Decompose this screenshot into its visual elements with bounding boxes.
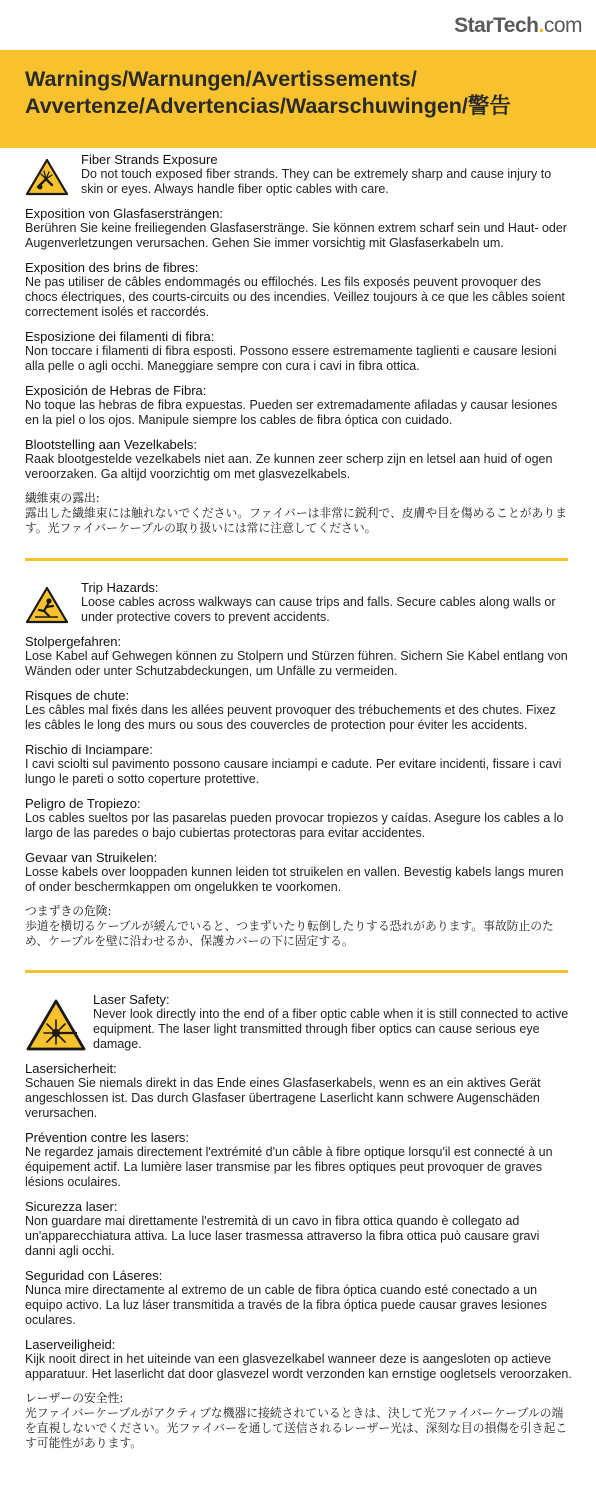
fiber-strands-dutch-entry <box>25 437 573 482</box>
entry-title: Seguridad con Láseres: <box>25 1268 163 1283</box>
entry-body: Never look directly into the end of a fiber optic cable when it is still connected to active equipment. The laser light transmitted through fiber optics can cause serious eye damage. <box>93 1007 569 1051</box>
entry-title: Fiber Strands Exposure <box>81 152 218 167</box>
banner-title-line-1: Warnings/Warnungen/Avertissements/ <box>25 67 417 91</box>
entry-title: Blootstelling aan Vezelkabels: <box>25 437 198 452</box>
entry-title: Laser Safety: <box>93 992 170 1007</box>
laser-safety-german-entry <box>25 1061 573 1121</box>
trip-hazards-french-entry <box>25 688 573 733</box>
entry-title: Risques de chute: <box>25 688 130 703</box>
trip-hazards-section <box>25 580 573 958</box>
entry-body: Los cables sueltos por las pasarelas pueden provocar tropiezos y caídas. Asegure los cables a lo largo de las paredes o bajo cubiertas protectoras para evitar accidentes. <box>25 811 564 840</box>
entry-body: Lose Kabel auf Gehwegen können zu Stolpern und Stürzen führen. Sichern Sie Kabel entlang von Wänden oder unter Schutzabdeckungen, um Unfälle zu vermeiden. <box>25 649 568 678</box>
laser-safety-section <box>25 992 573 1460</box>
fiber-strands-french-entry <box>25 260 573 320</box>
entry-title: Gevaar van Struikelen: <box>25 850 158 865</box>
fiber-strands-english-entry <box>25 152 573 197</box>
trip-hazards-english-entry <box>25 580 573 625</box>
entry-title: つまずきの危険: <box>25 904 112 918</box>
laser-safety-italian-entry <box>25 1199 573 1259</box>
entry-body: Non toccare i filamenti di fibra esposti. Possono essere estremamente taglienti e causare lesioni alla pelle o agli occhi. Maneggiare sempre con cura i cavi in fibra ottica. <box>25 344 557 373</box>
entry-title: Stolpergefahren: <box>25 634 122 649</box>
entry-title: Trip Hazards: <box>81 580 159 595</box>
entry-body: Les câbles mal fixés dans les allées peuvent provoquer des trébuchements et des chutes. Fixez les câbles le long des murs ou sous des couvercles de protection pour éviter les accidents. <box>25 703 556 732</box>
section-divider <box>25 970 568 973</box>
section-divider <box>25 558 568 561</box>
laser-safety-japanese-entry <box>25 1391 573 1451</box>
entry-body: 光ファイバーケーブルがアクティブな機器に接続されているときは、決して光ファイバーケーブルの端を直視しないでください。光ファイバーを通して送信されるレーザー光は、深刻な目の損傷を引き起こす可能性があります。 <box>25 1406 568 1450</box>
entry-title: Lasersicherheit: <box>25 1061 117 1076</box>
entry-body: I cavi sciolti sul pavimento possono causare inciampi e cadute. Per evitare incidenti, fissare i cavi lungo le pareti o sotto coperture protettive. <box>25 757 562 786</box>
trip-hazards-spanish-entry <box>25 796 573 841</box>
entry-title: Sicurezza laser: <box>25 1199 118 1214</box>
banner-title-line-2: Avvertenze/Advertencias/Waarschuwingen/警告 <box>25 94 511 118</box>
logo-tld-text: com <box>543 14 582 37</box>
fiber-strands-italian-entry <box>25 329 573 374</box>
entry-title: Exposition von Glasfasersträngen: <box>25 206 223 221</box>
entry-title: Prévention contre les lasers: <box>25 1130 190 1145</box>
entry-title: Laserveiligheid: <box>25 1337 116 1352</box>
entry-title: Exposición de Hebras de Fibra: <box>25 383 207 398</box>
entry-title: 繊維束の露出: <box>25 491 100 505</box>
trip-hazard-warning-icon <box>25 586 69 629</box>
fiber-strands-german-entry <box>25 206 573 251</box>
entry-title: Rischio di Inciampare: <box>25 742 153 757</box>
laser-safety-french-entry <box>25 1130 573 1190</box>
entry-body: Raak blootgestelde vezelkabels niet aan. Ze kunnen zeer scherp zijn en letsel aan huid of ogen veroorzaken. Ga altijd voorzichtig om met glasvezelkabels. <box>25 452 553 481</box>
entry-body: Ne pas utiliser de câbles endommagés ou effilochés. Les fils exposés peuvent provoquer des chocs électriques, des courts-circuits ou des incendies. Veillez toujours à ce que les câbles soient correctement isolés et raccordés. <box>25 275 565 319</box>
entry-title: Esposizione dei filamenti di fibra: <box>25 329 215 344</box>
entry-body: Loose cables across walkways can cause trips and falls. Secure cables along walls or under protective covers to prevent accidents. <box>81 595 556 624</box>
fiber-strands-warning-icon <box>25 158 69 201</box>
entry-body: 露出した繊維束には触れないでください。ファイバーは非常に鋭利で、皮膚や目を傷めることがあります。光ファイバーケーブルの取り扱いには常に注意してください。 <box>25 506 567 535</box>
fiber-strands-japanese-entry <box>25 491 573 536</box>
entry-body: Do not touch exposed fiber strands. They can be extremely sharp and cause injury to skin or eyes. Always handle fiber optic cables with care. <box>81 167 552 196</box>
trip-hazards-german-entry <box>25 634 573 679</box>
startech-logo <box>454 14 582 38</box>
entry-body: Losse kabels over looppaden kunnen leiden tot struikelen en vallen. Bevestig kabels langs muren of onder beschermkappen om ongelukken te voorkomen. <box>25 865 564 894</box>
entry-body: Ne regardez jamais directement l'extrémité d'un câble à fibre optique lorsqu'il est connecté à un équipement actif. La lumière laser transmise par les fibres optiques peut provoquer de graves lésions oculaires. <box>25 1145 553 1189</box>
trip-hazards-italian-entry <box>25 742 573 787</box>
entry-title: Exposition des brins de fibres: <box>25 260 199 275</box>
fiber-strands-section <box>25 152 573 545</box>
entry-body: Kijk nooit direct in het uiteinde van een glasvezelkabel wanneer deze is aangesloten op actieve apparatuur. Het laserlicht dat door glasvezel wordt verzonden kan ernstige oogletsels veroorzaken. <box>25 1352 572 1381</box>
trip-hazards-japanese-entry <box>25 904 573 949</box>
laser-safety-spanish-entry <box>25 1268 573 1328</box>
logo-dot: . <box>538 14 544 37</box>
fiber-strands-spanish-entry <box>25 383 573 428</box>
laser-safety-english-entry <box>25 992 573 1052</box>
trip-hazards-dutch-entry <box>25 850 573 895</box>
entry-body: Schauen Sie niemals direkt in das Ende eines Glasfaserkabels, wenn es an ein aktives Gerät angeschlossen ist. Das durch Glasfaser übertragene Laserlicht kann schwere Augenschäden verursachen. <box>25 1076 541 1120</box>
entry-title: レーザーの安全性: <box>25 1391 124 1405</box>
entry-body: No toque las hebras de fibra expuestas. Pueden ser extremadamente afiladas y causar lesiones en la piel o los ojos. Manipule siempre los cables de fibra óptica con cuidado. <box>25 398 558 427</box>
entry-body: 歩道を横切るケーブルが緩んでいると、つまずいたり転倒したりする恐れがあります。事故防止のため、ケーブルを壁に沿わせるか、保護カバーの下に固定する。 <box>25 919 554 948</box>
laser-warning-icon <box>25 998 87 1057</box>
logo-brand-text: StarTech <box>454 14 539 37</box>
laser-safety-dutch-entry <box>25 1337 573 1382</box>
entry-body: Berühren Sie keine freiliegenden Glasfaserstränge. Sie können extrem scharf sein und Haut- oder Augenverletzungen verursachen. Gehen Sie immer vorsichtig mit Glasfaserkabeln um. <box>25 221 567 250</box>
banner-title <box>25 66 585 120</box>
entry-title: Peligro de Tropiezo: <box>25 796 141 811</box>
entry-body: Non guardare mai direttamente l'estremità di un cavo in fibra ottica quando è collegato ad un'apparecchiatura attiva. La luce laser trasmessa attraverso la fibra ottica può causare gravi danni agli occhi. <box>25 1214 540 1258</box>
entry-body: Nunca mire directamente al extremo de un cable de fibra óptica cuando esté conectado a un equipo activo. La luz láser transmitida a través de la fibra óptica puede causar graves lesiones oculares. <box>25 1283 547 1327</box>
